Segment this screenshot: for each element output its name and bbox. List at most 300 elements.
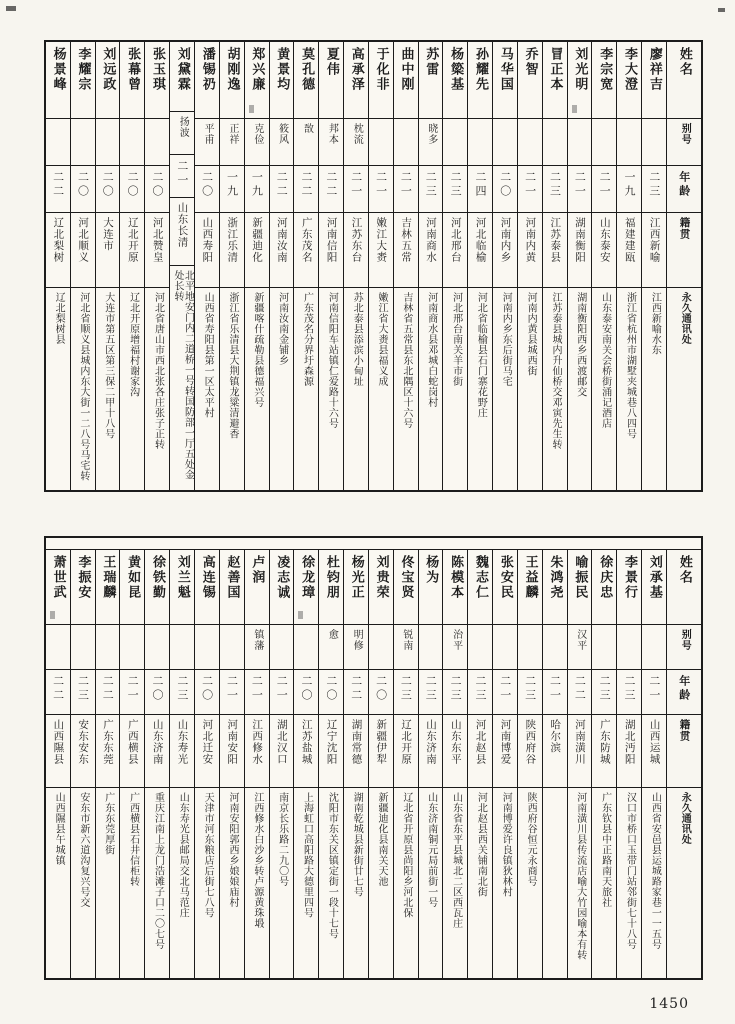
native-cell [120, 715, 144, 788]
age-text: 二〇 [126, 171, 140, 199]
native-cell [642, 715, 666, 788]
age-text: 二三 [523, 675, 537, 703]
alias-text: 明修 [351, 629, 363, 651]
address-cell [592, 288, 616, 490]
address-cell [642, 788, 666, 978]
person-column [467, 42, 492, 490]
age-text: 二三 [399, 675, 413, 703]
native-cell [145, 715, 169, 788]
address-cell [319, 288, 343, 490]
header-column [666, 42, 701, 490]
age-text: 二一 [275, 675, 289, 703]
age-text: 二〇 [76, 171, 90, 199]
age-cell [493, 166, 517, 213]
native-text: 河北顺义 [77, 217, 90, 263]
age-text: 二二 [275, 171, 289, 199]
age-text: 二三 [548, 171, 562, 199]
name-cell [394, 550, 418, 625]
age-cell [344, 166, 368, 213]
age-cell [568, 670, 592, 715]
address-cell [443, 288, 467, 490]
age-cell [518, 670, 542, 715]
native-text: 大连市 [102, 217, 115, 252]
age-text: 一九 [250, 171, 264, 199]
address-cell [195, 288, 219, 490]
person-column [368, 42, 393, 490]
person-column [641, 42, 666, 490]
native-cell [319, 715, 343, 788]
address-text: 江西新喻水东 [649, 292, 661, 355]
person-column [591, 550, 616, 978]
age-text: 二四 [473, 171, 487, 199]
name-cell [71, 550, 95, 625]
name-cell [245, 550, 269, 625]
age-cell [195, 670, 219, 715]
native-text: 河南信阳 [325, 217, 338, 263]
native-text: 山西寿阳 [201, 217, 214, 263]
name-cell [592, 550, 616, 625]
age-text: 二〇 [300, 675, 314, 703]
name-text: 郑兴廉 [249, 47, 265, 92]
person-column [517, 42, 542, 490]
age-cell [145, 166, 169, 213]
address-cell [96, 788, 120, 978]
alias-cell [96, 625, 120, 670]
alias-text: 锐南 [400, 629, 412, 651]
address-text: 沈阳市东关区镇定街一段十七号 [326, 792, 338, 939]
address-text: 天津市河东粮店后街七八号 [202, 792, 214, 918]
name-cell [493, 550, 517, 625]
address-cell [543, 288, 567, 490]
name-text: 曲中刚 [398, 47, 414, 92]
address-cell [592, 788, 616, 978]
native-text: 福建建瓯 [623, 217, 636, 263]
name-text: 李振安 [75, 555, 91, 600]
native-text: 河南安阳 [226, 719, 239, 765]
alias-cell [71, 119, 95, 166]
directory-columns-bottom [46, 550, 701, 978]
person-column [194, 550, 219, 978]
age-cell [294, 670, 318, 715]
name-text: 潘锡礽 [199, 47, 215, 92]
alias-cell [220, 119, 244, 166]
native-cell [245, 213, 269, 288]
person-column [46, 42, 70, 490]
header-native [667, 715, 701, 788]
address-cell [195, 788, 219, 978]
name-cell [369, 42, 393, 119]
name-text: 李景行 [622, 555, 638, 600]
address-cell [518, 788, 542, 978]
address-text: 山西省安邑县运城路家巷一一五号 [649, 792, 661, 950]
alias-text: 治平 [450, 629, 462, 651]
age-text: 二一 [126, 675, 140, 703]
alias-cell [46, 625, 70, 670]
age-cell [71, 670, 95, 715]
age-cell [145, 670, 169, 715]
age-text: 二三 [623, 675, 636, 703]
address-text: 河南安阳郭西乡娘娘庙村 [226, 792, 238, 908]
age-cell [394, 166, 418, 213]
address-text: 江西修水白沙乡转卢源黄珠塅 [251, 792, 263, 929]
alias-cell [319, 625, 343, 670]
address-cell [319, 788, 343, 978]
age-text: 二三 [473, 675, 487, 703]
alias-cell [568, 625, 592, 670]
alias-cell [592, 119, 616, 166]
address-cell [617, 288, 641, 490]
header-address-label: 永久通讯处 [679, 792, 691, 845]
name-cell [617, 550, 641, 625]
address-text: 山东济南铜元局前街一号 [425, 792, 437, 908]
alias-text: 平甫 [202, 123, 214, 145]
address-text: 河北省临榆县石门寨花野庄 [475, 292, 487, 418]
name-cell [294, 42, 318, 119]
name-text: 刘兰魁 [174, 555, 190, 600]
age-text: 二一 [374, 171, 388, 199]
native-cell [46, 213, 70, 288]
native-cell [592, 715, 616, 788]
address-text: 河南博爱许良镇狄林村 [500, 792, 512, 897]
name-cell [46, 42, 70, 119]
address-text: 河北省顺义县城内东大街一二八号马宅转 [77, 292, 89, 481]
native-text: 山西隰县 [52, 719, 65, 765]
alias-text: 枕流 [351, 123, 363, 145]
address-cell [120, 788, 144, 978]
native-cell [71, 213, 95, 288]
person-column [293, 550, 318, 978]
native-cell [518, 715, 542, 788]
alias-cell [145, 119, 169, 166]
address-cell [344, 288, 368, 490]
name-cell [195, 550, 219, 625]
scan-artifact [6, 6, 16, 11]
age-text: 二三 [449, 171, 463, 199]
address-text: 广东茂名分界圩森源 [301, 292, 313, 387]
native-cell [170, 715, 194, 788]
age-cell [46, 166, 70, 213]
person-column [567, 550, 592, 978]
address-text: 河南潢川县传流店喻大竹园喻本有转 [574, 792, 586, 960]
age-text: 二一 [647, 675, 661, 703]
header-name-label: 姓名 [676, 555, 692, 585]
native-text: 江苏盐城 [300, 719, 313, 765]
header-alias [667, 119, 701, 166]
address-cell [96, 288, 120, 490]
native-text: 浙江乐清 [226, 217, 239, 263]
native-text: 山东寿光 [176, 719, 189, 765]
person-column [492, 550, 517, 978]
name-cell [543, 550, 567, 625]
address-text: 湖南衡阳西乡西渡邮交 [574, 292, 586, 397]
address-cell [568, 288, 592, 490]
address-cell [344, 788, 368, 978]
address-text: 辽北梨树县 [53, 292, 65, 345]
age-cell [419, 166, 443, 213]
name-cell [270, 42, 294, 119]
native-cell [344, 213, 368, 288]
age-text: 二〇 [150, 675, 164, 703]
person-column [46, 550, 70, 978]
address-cell [46, 788, 70, 978]
name-text: 萧世武 [50, 555, 66, 600]
native-cell [642, 213, 666, 288]
header-age [667, 670, 701, 715]
native-cell [120, 213, 144, 288]
name-cell [145, 550, 169, 625]
native-text: 湖北汉口 [275, 719, 288, 765]
alias-cell [394, 625, 418, 670]
person-column [318, 42, 343, 490]
age-text: 一九 [225, 171, 239, 199]
name-text: 刘承基 [646, 555, 662, 600]
alias-text: 敔 [301, 123, 313, 134]
age-text: 二三 [175, 675, 189, 703]
name-text: 陈模本 [448, 555, 464, 600]
name-cell [170, 550, 194, 625]
name-cell [419, 550, 443, 625]
age-cell [96, 166, 120, 213]
address-cell [245, 788, 269, 978]
name-text: 朱鸿尧 [547, 555, 563, 600]
native-cell [319, 213, 343, 288]
name-text: 张玉琪 [150, 47, 166, 92]
native-cell [568, 213, 592, 288]
address-cell [46, 288, 70, 490]
address-text: 河南内黄县城西街 [525, 292, 537, 376]
address-cell [642, 288, 666, 490]
name-cell [145, 42, 169, 119]
person-column [269, 42, 294, 490]
name-text: 卢润 [249, 555, 265, 585]
age-text: 二〇 [200, 675, 214, 703]
address-text: 辽北开原增福村谢家沟 [127, 292, 139, 397]
native-cell [369, 213, 393, 288]
header-column [666, 550, 701, 978]
native-text: 山东泰安 [598, 217, 611, 263]
native-text: 河北邢台 [449, 217, 462, 263]
native-cell [568, 715, 592, 788]
alias-cell [170, 625, 194, 670]
person-column [244, 550, 269, 978]
age-text: 二三 [76, 675, 90, 703]
address-text: 新疆迪化县南关天池 [376, 792, 388, 887]
age-cell [493, 670, 517, 715]
header-age [667, 166, 701, 213]
name-cell [642, 550, 666, 625]
name-cell [518, 550, 542, 625]
alias-cell [245, 119, 269, 166]
native-cell [195, 715, 219, 788]
address-text: 河北邢台南关羊市街 [450, 292, 462, 387]
alias-cell [319, 119, 343, 166]
header-native-label: 籍贯 [678, 719, 691, 742]
age-cell [369, 166, 393, 213]
address-text: 河北省唐山市西北张各庄张子正转 [152, 292, 164, 450]
address-text: 重庆江南上龙门浩滩子口二〇七号 [152, 792, 164, 950]
native-text: 山东济南 [424, 719, 437, 765]
person-column [95, 550, 120, 978]
address-text: 新疆喀什疏勒县德福兴号 [251, 292, 263, 408]
native-text: 湖南衡阳 [574, 217, 587, 263]
native-cell [617, 213, 641, 288]
person-column [144, 42, 169, 490]
native-text: 广东防城 [598, 719, 611, 765]
header-address-label: 永久通讯处 [679, 292, 691, 345]
address-cell [145, 788, 169, 978]
alias-cell [294, 119, 318, 166]
address-text: 上海虹口高阳路大德里四号 [301, 792, 313, 918]
native-cell [468, 213, 492, 288]
age-text: 二〇 [101, 171, 115, 199]
name-text: 孙耀先 [472, 47, 488, 92]
age-text: 二一 [548, 675, 562, 703]
native-text: 辽北开原 [400, 719, 413, 765]
alias-cell [170, 112, 194, 155]
age-cell [443, 166, 467, 213]
name-cell [120, 550, 144, 625]
alias-cell [245, 625, 269, 670]
name-text: 喻振民 [572, 555, 588, 600]
age-text: 二一 [598, 171, 612, 199]
age-text: 二三 [598, 675, 612, 703]
person-column [616, 550, 641, 978]
native-text: 江西修水 [251, 719, 264, 765]
native-cell [617, 715, 641, 788]
native-text: 吉林五常 [400, 217, 413, 263]
native-cell [220, 715, 244, 788]
native-cell [468, 715, 492, 788]
age-cell [344, 670, 368, 715]
address-cell [394, 288, 418, 490]
age-cell [120, 166, 144, 213]
name-cell [195, 42, 219, 119]
name-cell [493, 42, 517, 119]
native-text: 山东东平 [449, 719, 462, 765]
person-column [567, 42, 592, 490]
native-cell [170, 198, 194, 266]
alias-cell [294, 625, 318, 670]
alias-cell [145, 625, 169, 670]
native-text: 山东长清 [176, 202, 189, 248]
person-column [95, 42, 120, 490]
person-column [169, 550, 194, 978]
name-cell [468, 42, 492, 119]
age-cell [592, 166, 616, 213]
alias-cell [443, 119, 467, 166]
person-column [343, 550, 368, 978]
age-cell [642, 670, 666, 715]
native-text: 嫩江大赉 [375, 217, 388, 263]
alias-cell [96, 119, 120, 166]
address-cell [270, 788, 294, 978]
native-text: 辽北开原 [126, 217, 139, 263]
age-text: 二二 [300, 171, 314, 199]
native-cell [71, 715, 95, 788]
name-cell [170, 42, 194, 112]
alias-text: 正祥 [226, 123, 238, 145]
address-cell [543, 788, 567, 978]
native-cell [220, 213, 244, 288]
native-text: 广东茂名 [300, 217, 313, 263]
name-cell [518, 42, 542, 119]
name-cell [46, 550, 70, 625]
address-text: 汉口市桥口玉带门站邻街七十八号 [624, 792, 636, 950]
name-cell [245, 42, 269, 119]
native-cell [493, 715, 517, 788]
native-cell [493, 213, 517, 288]
age-text: 二二 [101, 675, 115, 703]
address-text: 安东市新六道沟复兴号交 [77, 792, 89, 908]
name-cell [443, 550, 467, 625]
name-cell [319, 550, 343, 625]
alias-cell [642, 625, 666, 670]
annotation-mark [249, 105, 254, 113]
native-cell [96, 213, 120, 288]
name-cell [120, 42, 144, 119]
name-cell [394, 42, 418, 119]
name-text: 黄景均 [274, 47, 290, 92]
person-column [219, 42, 244, 490]
person-column [144, 550, 169, 978]
native-cell [419, 213, 443, 288]
alias-cell [518, 625, 542, 670]
name-text: 乔智 [522, 47, 538, 77]
name-text: 胡刚逸 [224, 47, 240, 92]
address-text: 江苏泰县城内升仙桥交邓寅先生转 [549, 292, 561, 450]
name-cell [294, 550, 318, 625]
age-cell [294, 166, 318, 213]
age-text: 二一 [498, 675, 512, 703]
name-cell [468, 550, 492, 625]
address-cell [71, 788, 95, 978]
native-text: 河南商水 [424, 217, 437, 263]
name-text: 冒正本 [547, 47, 563, 92]
person-column [269, 550, 294, 978]
directory-table-bottom [44, 536, 703, 980]
name-text: 于化非 [373, 47, 389, 92]
address-text: 浙江省乐清县大荆镇龙粱清避香 [226, 292, 238, 439]
address-cell [270, 288, 294, 490]
person-column [343, 42, 368, 490]
header-native-label: 籍贯 [678, 217, 691, 240]
name-cell [617, 42, 641, 119]
name-text: 王益麟 [522, 555, 538, 600]
name-text: 徐龙璋 [299, 555, 315, 600]
age-cell [319, 166, 343, 213]
person-column [542, 550, 567, 978]
alias-cell [120, 119, 144, 166]
name-text: 李耀宗 [75, 47, 91, 92]
age-text: 二〇 [150, 171, 164, 199]
person-column [318, 550, 343, 978]
alias-text: 克俭 [251, 123, 263, 145]
alias-text: 筱风 [276, 123, 288, 145]
native-text: 辽北梨树 [52, 217, 65, 263]
address-text: 山东省东平县城北二区西瓦庄 [450, 792, 462, 929]
age-cell [419, 670, 443, 715]
address-text: 山东泰安南关会桥街涌记酒店 [599, 292, 611, 429]
native-text: 湖北沔阳 [623, 719, 636, 765]
name-cell [443, 42, 467, 119]
age-cell [220, 166, 244, 213]
native-text: 新疆伊犁 [375, 719, 388, 765]
address-cell [419, 788, 443, 978]
person-column [517, 550, 542, 978]
alias-cell [120, 625, 144, 670]
person-column [492, 42, 517, 490]
age-text: 二一 [250, 675, 264, 703]
